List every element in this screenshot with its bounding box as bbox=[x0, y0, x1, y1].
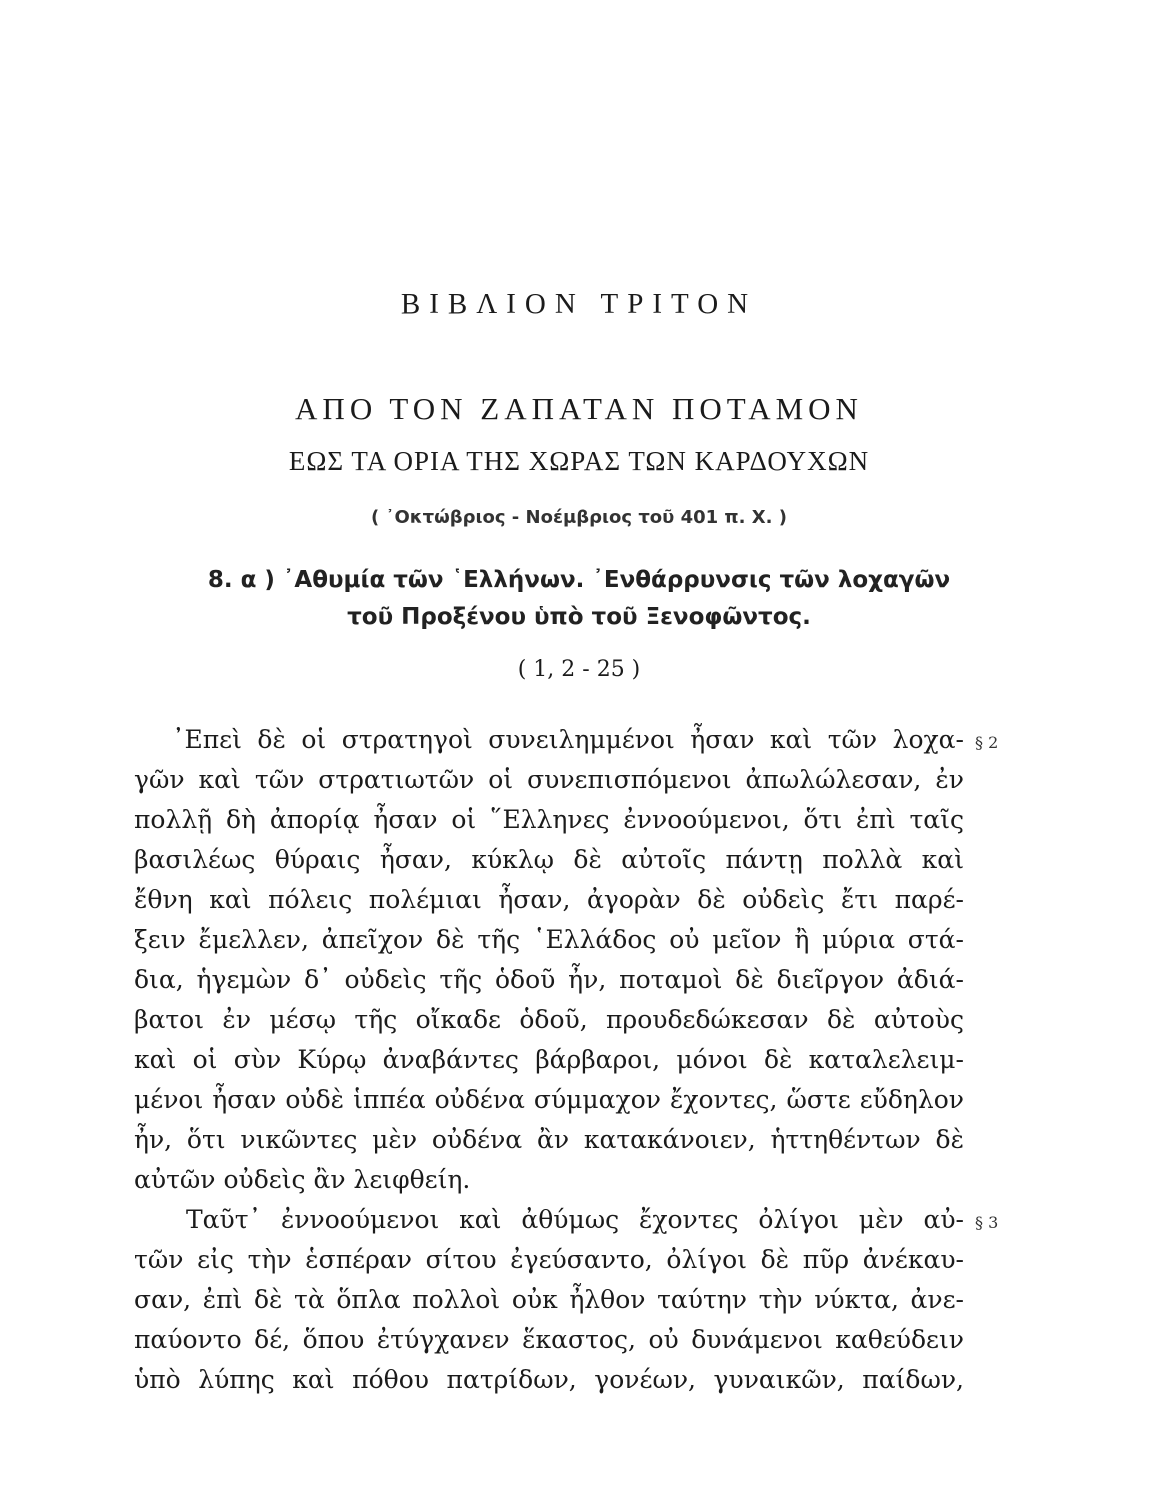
chapter-title: ΑΠΟ ΤΟΝ ΖΑΠΑΤΑΝ ΠΟΤΑΜΟΝ bbox=[295, 391, 863, 426]
text-line: πολλῇ δὴ ἀπορίᾳ ἦσαν οἱ ῞Ελληνες ἐννοούμενοι, ὅτι ἐπὶ ταῖς bbox=[134, 805, 964, 834]
text-line: μένοι ἦσαν οὐδὲ ἱππέα οὐδένα σύμμαχον ἔχοντες, ὥστε εὔδηλον bbox=[134, 1085, 964, 1114]
text-line: Ταῦτ᾿ ἐννοούμενοι καὶ ἀθύμως ἔχοντες ὀλίγοι μὲν αὐ- bbox=[186, 1205, 964, 1234]
date-range: ( ᾿Οκτώβριος - Νοέμβριος τοῦ 401 π. Χ. ) bbox=[371, 507, 787, 528]
text-line: ᾿Επεὶ δὲ οἱ στρατηγοὶ συνειλημμένοι ἦσαν καὶ τῶν λοχα- bbox=[172, 725, 964, 754]
section-reference: ( 1, 2 - 25 ) bbox=[517, 657, 641, 682]
section-marker: § 3 bbox=[975, 1213, 999, 1232]
paragraph bbox=[134, 1200, 964, 1400]
text-line: ὑπὸ λύπης καὶ πόθου πατρίδων, γονέων, γυναικῶν, παίδων, bbox=[134, 1365, 964, 1394]
text-line: γῶν καὶ τῶν στρατιωτῶν οἱ συνεπισπόμενοι ἀπωλώλεσαν, ἐν bbox=[134, 765, 964, 794]
text-line: σαν, ἐπὶ δὲ τὰ ὅπλα πολλοὶ οὐκ ἦλθον ταύτην τὴν νύκτα, ἀνε- bbox=[134, 1285, 964, 1314]
text-line: βασιλέως θύραις ἦσαν, κύκλῳ δὲ αὐτοῖς πάντῃ πολλὰ καὶ bbox=[134, 845, 964, 874]
paragraph bbox=[134, 720, 964, 1200]
section-title-line: 8. α ) ᾿Αθυμία τῶν ῾Ελλήνων. ᾿Ενθάρρυνσις τῶν λοχαγῶν bbox=[207, 567, 951, 593]
text-line: δια, ἡγεμὼν δ᾿ οὐδεὶς τῆς ὁδοῦ ἦν, ποταμοὶ δὲ διεῖργον ἀδιά- bbox=[134, 965, 964, 994]
book-title: ΒΙΒΛΙΟΝ ΤΡΙΤΟΝ bbox=[400, 288, 758, 320]
section-marker: § 2 bbox=[975, 733, 999, 752]
text-line: ἔθνη καὶ πόλεις πολέμιαι ἦσαν, ἀγορὰν δὲ οὐδεὶς ἔτι παρέ- bbox=[134, 885, 964, 914]
chapter-subtitle: ΕΩΣ ΤΑ ΟΡΙΑ ΤΗΣ ΧΩΡΑΣ ΤΩΝ ΚΑΡΔΟΥΧΩΝ bbox=[288, 446, 870, 476]
section-title-line: τοῦ Προξένου ὑπὸ τοῦ Ξενοφῶντος. bbox=[347, 604, 811, 630]
text-line: ξειν ἔμελλεν, ἀπεῖχον δὲ τῆς ῾Ελλάδος οὐ μεῖον ἢ μύρια στά- bbox=[134, 925, 964, 954]
text-line: ἦν, ὅτι νικῶντες μὲν οὐδένα ἂν κατακάνοιεν, ἡττηθέντων δὲ bbox=[134, 1125, 964, 1154]
text-line: παύοντο δέ, ὅπου ἐτύγχανεν ἕκαστος, οὐ δυνάμενοι καθεύδειν bbox=[134, 1325, 964, 1354]
section-title bbox=[0, 562, 1158, 636]
text-line: αὐτῶν οὐδεὶς ἂν λειφθείη. bbox=[134, 1165, 471, 1194]
text-line: τῶν εἰς τὴν ἑσπέραν σίτου ἐγεύσαντο, ὀλίγοι δὲ πῦρ ἀνέκαυ- bbox=[134, 1245, 964, 1274]
text-line: καὶ οἱ σὺν Κύρῳ ἀναβάντες βάρβαροι, μόνοι δὲ καταλελειμ- bbox=[134, 1045, 964, 1074]
text-line: βατοι ἐν μέσῳ τῆς οἴκαδε ὁδοῦ, προυδεδώκεσαν δὲ αὐτοὺς bbox=[134, 1005, 964, 1034]
